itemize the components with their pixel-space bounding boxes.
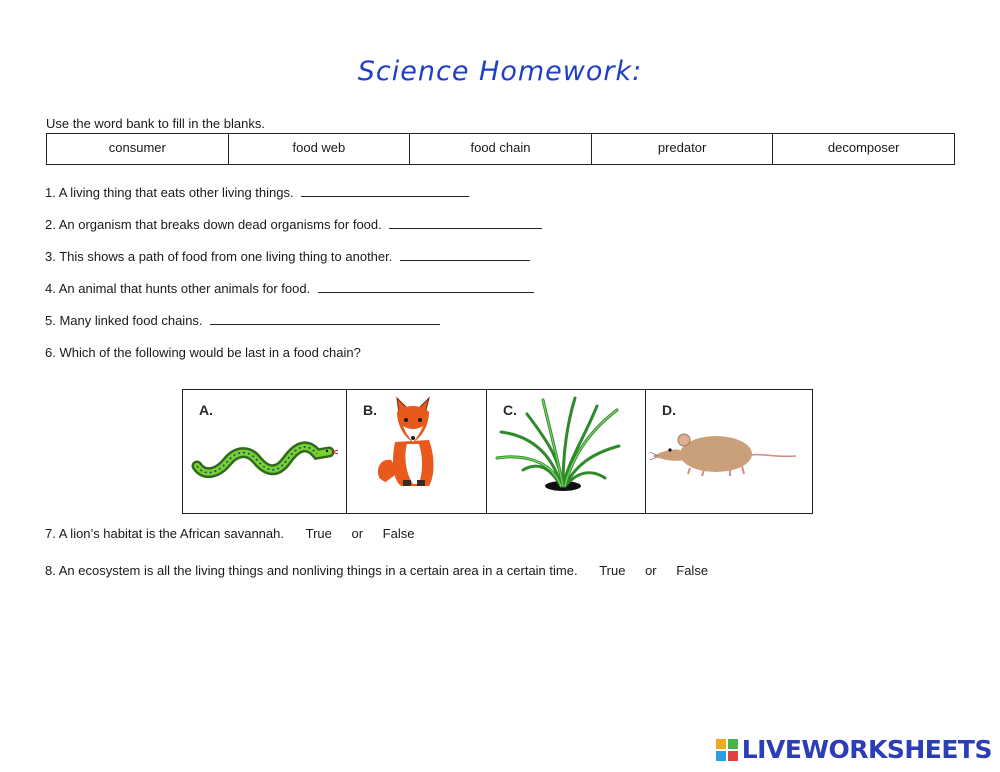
brand-name: LIVEWORKSHEETS — [741, 735, 992, 764]
word-bank-cell: predator — [592, 134, 774, 164]
snake-icon — [191, 430, 341, 480]
mouse-icon — [650, 422, 800, 482]
worksheet-title: Science Homework: — [357, 56, 643, 87]
answer-blank-3[interactable] — [400, 250, 530, 261]
choice-letter: C. — [503, 402, 517, 418]
true-option[interactable]: True — [305, 526, 332, 541]
question-7 — [45, 526, 414, 541]
or-label: or — [351, 526, 364, 541]
word-bank-cell: decomposer — [827, 139, 900, 155]
choice-letter: B. — [363, 402, 377, 418]
choice-letter: D. — [662, 402, 676, 418]
choice-letter: A. — [199, 402, 213, 418]
answer-choices-table — [182, 389, 813, 514]
question-1 — [45, 185, 469, 200]
answer-blank-4[interactable] — [318, 282, 534, 293]
false-option[interactable]: False — [382, 526, 415, 541]
fox-icon — [373, 392, 453, 492]
choice-a[interactable] — [183, 390, 347, 513]
question-3 — [45, 249, 530, 264]
word-bank-cell: food web — [229, 134, 411, 164]
false-option[interactable]: False — [676, 563, 709, 578]
question-5 — [45, 313, 440, 328]
answer-blank-5[interactable] — [210, 314, 440, 325]
true-option[interactable]: True — [599, 563, 626, 578]
answer-blank-1[interactable] — [301, 186, 469, 197]
question-text: 8. An ecosystem is all the living things and nonliving things in a certain area in a certain time. — [45, 563, 578, 578]
question-text: 4. An animal that hunts other animals for food. — [45, 281, 311, 296]
instruction-text: Use the word bank to fill in the blanks. — [46, 116, 265, 131]
question-text: 6. Which of the following would be last in a food chain? — [45, 345, 361, 360]
answer-blank-2[interactable] — [389, 218, 542, 229]
logo-blocks-icon — [716, 739, 738, 761]
word-bank-table — [46, 133, 955, 165]
question-text: 1. A living thing that eats other living things. — [45, 185, 294, 200]
liveworksheets-logo — [716, 735, 992, 764]
word-bank-cell: food chain — [410, 134, 592, 164]
question-text: 5. Many linked food chains. — [45, 313, 203, 328]
grass-icon — [493, 396, 623, 492]
question-text: 2. An organism that breaks down dead organisms for food. — [45, 217, 382, 232]
choice-c[interactable] — [487, 390, 646, 513]
word-bank-cell: consumer — [47, 134, 229, 164]
choice-b[interactable] — [347, 390, 487, 513]
question-4 — [45, 281, 534, 296]
question-2 — [45, 217, 542, 232]
question-8 — [45, 563, 708, 578]
question-text: 7. A lion’s habitat is the African savannah. — [45, 526, 284, 541]
or-label: or — [645, 563, 657, 578]
choice-d[interactable] — [646, 390, 812, 513]
question-text: 3. This shows a path of food from one living thing to another. — [45, 249, 393, 264]
question-6 — [45, 345, 361, 360]
